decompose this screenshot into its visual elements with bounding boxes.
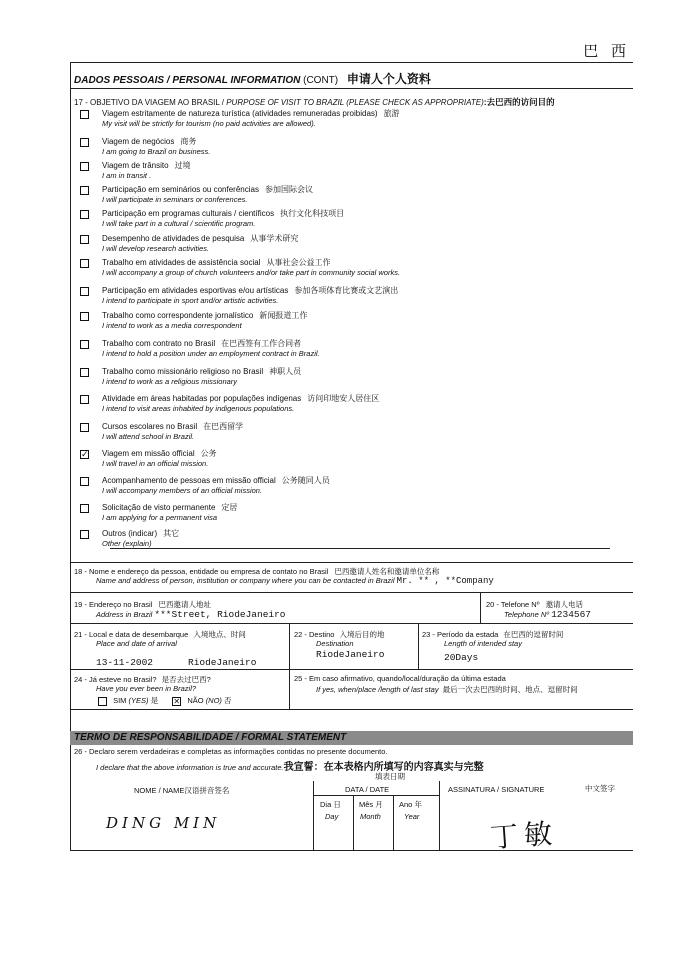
q26-label-en: I declare that the above information is true and accurate.	[96, 763, 284, 772]
purpose-option	[80, 257, 620, 281]
purpose-option-pt-text: Viagem de negócios	[102, 137, 175, 146]
purpose-option-en: I am applying for a permanent visa	[102, 513, 218, 522]
q18-en-row	[96, 576, 494, 586]
purpose-option-pt	[102, 136, 196, 147]
name-label-cjk: 汉语拼音签名	[184, 786, 230, 795]
purpose-option	[80, 448, 620, 472]
q24-label-pt: 24 - Já esteve no Brasil?	[74, 675, 157, 684]
purpose-option-cjk: 在巴西签有工作合同者	[221, 339, 302, 348]
purpose-option-cjk: 参加各项体育比赛或文艺演出	[294, 286, 399, 295]
purpose-option-pt	[102, 421, 243, 432]
day-label-cjk: 日	[333, 800, 341, 809]
purpose-option-cjk: 参加国际会议	[264, 185, 313, 194]
purpose-option	[80, 285, 620, 309]
q24-sim-cjk: 是	[150, 696, 159, 705]
purpose-option-en: I will attend school in Brazil.	[102, 432, 195, 441]
purpose-option-pt	[102, 257, 330, 268]
purpose-option-cjk: 其它	[163, 529, 180, 538]
q22-label-cjk: 入境后目的地	[339, 630, 385, 639]
purpose-checkbox[interactable]	[80, 504, 89, 513]
purpose-option	[80, 310, 620, 334]
q25-separator	[289, 669, 290, 709]
q21-label-pt: 21 - Local e data de desembarque	[74, 630, 189, 639]
purpose-option-pt	[102, 475, 330, 486]
purpose-option-cjk: 定居	[221, 503, 238, 512]
q24-nao-checkbox[interactable]: ✕	[173, 696, 181, 706]
purpose-option-pt-text: Viagem estritamente de natureza turística (atividades remuneradas proibidas)	[102, 109, 378, 118]
purpose-option-pt-text: Atividade em áreas habitadas por populações indígenas	[102, 394, 302, 403]
purpose-option-en: My visit will be strictly for tourism (no paid activities are allowed).	[102, 119, 316, 128]
month-label-pt: Mês	[359, 800, 374, 809]
q25-bottom-line	[70, 709, 633, 710]
q17-label-cjk: :去巴西的访问目的	[483, 97, 555, 107]
purpose-option	[80, 108, 620, 132]
purpose-option-pt	[102, 393, 379, 404]
day-label-en: Day	[325, 812, 339, 821]
page-corner-label: 巴 西	[583, 42, 630, 60]
purpose-option	[80, 421, 620, 445]
purpose-checkbox[interactable]	[80, 477, 89, 486]
q24-answers	[98, 695, 232, 706]
q18-label-en: Name and address of person, institution or company where you can be contacted in Brazil	[96, 576, 395, 585]
name-label-text: NOME / NAME	[134, 786, 185, 795]
purpose-option-pt	[102, 233, 298, 244]
purpose-option-en: Other (explain)	[102, 539, 152, 548]
date-label: DATA / DATE	[345, 785, 390, 794]
q21-en-row	[96, 639, 177, 648]
purpose-option	[80, 208, 620, 232]
name-label	[134, 785, 229, 796]
purpose-option-cjk: 过境	[174, 161, 191, 170]
day-label	[320, 799, 341, 810]
month-label	[359, 799, 383, 810]
purpose-option-pt-text: Trabalho como missionário religioso no Brasil	[102, 367, 264, 376]
q21-place-value: RiodeJaneiro	[188, 657, 257, 668]
q22-value: RiodeJaneiro	[316, 649, 385, 660]
q21-label-en: Place and date of arrival	[96, 639, 177, 648]
q18-value: Mr. ** , **Company	[396, 576, 494, 586]
section-title-cjk: 申请人个人资料	[346, 72, 431, 86]
q17-label-en: PURPOSE OF VISIT TO BRAZIL (PLEASE CHECK AS APPROPRIATE)	[226, 98, 484, 107]
purpose-option-pt-text: Cursos escolares no Brasil	[102, 422, 198, 431]
name-date-separator	[313, 781, 314, 850]
q19-label-pt: 19 - Endereço no Brasil	[74, 600, 153, 609]
q22-separator	[289, 623, 290, 669]
purpose-checkbox[interactable]	[80, 312, 89, 321]
purpose-option-en: I am going to Brazil on business.	[102, 147, 211, 156]
purpose-option-cjk: 新闻报道工作	[259, 311, 308, 320]
purpose-option	[80, 393, 620, 417]
q25-label-cjk: 最后一次去巴西的时间、地点、逗留时间	[442, 685, 578, 694]
purpose-option-cjk: 神职人员	[269, 367, 302, 376]
q24-sim-checkbox[interactable]	[98, 697, 107, 706]
date-sig-separator	[439, 781, 440, 850]
purpose-option-en: I intend to participate in sport and/or artistic activities.	[102, 296, 279, 305]
purpose-option-en: I will take part in a cultural / scientific program.	[102, 219, 256, 228]
q19-en-row	[96, 609, 286, 620]
purpose-option-en: I will accompany members of an official mission.	[102, 486, 263, 495]
purpose-option-pt-text: Participação em atividades esportivas e/ou artísticas	[102, 286, 289, 295]
purpose-checkbox[interactable]	[80, 235, 89, 244]
purpose-option	[80, 366, 620, 390]
q21-date-value: 13-11-2002	[96, 657, 154, 668]
purpose-option-pt	[102, 310, 307, 321]
q18-divider	[70, 562, 633, 563]
purpose-option-pt-text: Participação em seminários ou conferências	[102, 185, 259, 194]
purpose-option-cjk: 公务	[200, 449, 217, 458]
purpose-option-cjk: 公务随同人员	[281, 476, 330, 485]
purpose-option-cjk: 执行文化科技项目	[280, 209, 345, 218]
purpose-checkbox[interactable]	[80, 162, 89, 171]
purpose-option	[80, 475, 620, 499]
q20-en-row	[504, 609, 591, 620]
q24-label-cjk: 是否去过巴西?	[161, 675, 211, 684]
q20-label-en: Telephone Nº	[504, 610, 549, 619]
purpose-option-pt-text: Desempenho de atividades de pesquisa	[102, 234, 245, 243]
year-label	[399, 799, 422, 810]
purpose-option-pt-text: Acompanhamento de pessoas em missão official	[102, 476, 276, 485]
purpose-option-cjk: 从事社会公益工作	[266, 258, 331, 267]
q20-label-cjk: 邀请人电话	[545, 600, 584, 609]
purpose-checkbox[interactable]	[80, 138, 89, 147]
q25-label-pt: 25 - Em caso afirmativo, quando/local/duração da última estada	[294, 674, 506, 683]
q26-label-pt: 26 - Declaro serem verdadeiras e completas as informações contidas no presente documento.	[74, 747, 388, 756]
purpose-checkbox[interactable]	[80, 287, 89, 296]
purpose-option-cjk: 访问印地安人居住区	[307, 394, 380, 403]
purpose-checkbox[interactable]: ✓	[81, 449, 89, 459]
q22-en-row	[316, 639, 354, 648]
purpose-option-pt	[102, 448, 217, 459]
signature-cjk-label: 中文签字	[585, 784, 615, 793]
purpose-option-pt	[102, 338, 301, 349]
q25-en-row	[316, 684, 578, 695]
q24-divider	[70, 669, 633, 670]
q20-separator	[480, 592, 481, 623]
q25-label	[294, 674, 506, 683]
purpose-option-cjk: 在巴西留学	[203, 422, 244, 431]
date-header-line	[313, 795, 439, 796]
section-cont: (CONT)	[303, 75, 339, 86]
q26-label-cjk: 我宣誓：在本表格内所填写的内容真实与完整	[283, 762, 484, 773]
purpose-checkbox[interactable]	[80, 340, 89, 349]
purpose-option	[80, 184, 620, 208]
purpose-option-en: I intend to work as a religious missionary	[102, 377, 238, 386]
q23-en-row	[444, 639, 522, 648]
purpose-option	[80, 502, 620, 526]
q19-value: ***Street, RiodeJaneiro	[154, 609, 286, 620]
purpose-option-pt	[102, 160, 191, 171]
purpose-checkbox[interactable]	[80, 530, 89, 539]
day-label-pt: Dia	[320, 800, 332, 809]
q25-label-en: If yes, when/place /length of last stay	[316, 685, 439, 694]
purpose-option-pt-text: Viagem em missão official	[102, 449, 195, 458]
q23-label-en: Length of intended stay	[444, 639, 522, 648]
purpose-checkbox[interactable]	[80, 259, 89, 268]
purpose-option-pt	[102, 208, 344, 219]
q21-divider	[70, 623, 633, 624]
q22-label-en: Destination	[316, 639, 354, 648]
q19-label-en: Address in Brazil	[96, 610, 153, 619]
q26-label	[74, 747, 388, 756]
signature-label: ASSINATURA / SIGNATURE	[448, 785, 545, 794]
q17-label-pt: 17 - OBJETIVO DA VIAGEM AO BRASIL /	[74, 98, 224, 107]
q23-value: 20Days	[444, 652, 479, 663]
frame-bottom	[70, 850, 633, 851]
purpose-checkbox[interactable]	[80, 110, 89, 119]
month-label-en: Month	[360, 812, 381, 821]
year-label-en: Year	[404, 812, 420, 821]
purpose-option	[80, 338, 620, 362]
purpose-checkbox[interactable]	[80, 368, 89, 377]
purpose-option-en: I intend to work as a media correspondent	[102, 321, 242, 330]
purpose-option-pt-text: Trabalho como correspondente jornalístico	[102, 311, 254, 320]
q23-label-pt: 23 - Período da estada	[422, 630, 499, 639]
purpose-option-cjk: 从事学术研究	[250, 234, 299, 243]
q23-label-cjk: 在巴西的逗留时间	[503, 630, 564, 639]
purpose-option-pt	[102, 528, 179, 539]
purpose-option-en: I will travel in an official mission.	[102, 459, 209, 468]
q24-nao-en: (NO)	[205, 696, 222, 705]
month-label-cjk: 月	[375, 800, 383, 809]
chinese-signature: 丁敏	[489, 816, 560, 855]
purpose-option-pt	[102, 502, 237, 513]
purpose-option-pt	[102, 285, 398, 296]
purpose-option-pt	[102, 184, 313, 195]
month-year-separator	[393, 795, 394, 850]
purpose-option-en: I am in transit .	[102, 171, 152, 180]
section-title	[74, 70, 431, 87]
q23-separator	[418, 623, 419, 669]
section-title-text: DADOS PESSOAIS / PERSONAL INFORMATION	[74, 75, 301, 86]
purpose-option-cjk: 旅游	[383, 109, 400, 118]
purpose-option-en: I intend to visit areas inhabited by indigenous populations.	[102, 404, 295, 413]
year-label-pt: Ano	[399, 800, 413, 809]
fill-date-cjk: 填表日期	[375, 772, 405, 781]
statement-title: TERMO DE RESPONSABILIDADE / FORMAL STATEMENT	[74, 732, 347, 743]
q20-value: 1234567	[551, 609, 592, 620]
q17-label	[74, 96, 555, 108]
purpose-option-pt	[102, 366, 301, 377]
visa-form	[70, 62, 633, 855]
purpose-checkbox[interactable]	[80, 395, 89, 404]
section-divider	[70, 88, 633, 89]
q19-divider	[70, 592, 633, 593]
purpose-option-pt-text: Outros (indicar)	[102, 529, 158, 538]
purpose-option-en: I will participate in seminars or conferences.	[102, 195, 248, 204]
signed-name: DING MIN	[106, 814, 221, 832]
q18-label-pt: 18 - Nome e endereço da pessoa, entidade ou empresa de contato no Brasil	[74, 567, 329, 576]
other-explain-line	[110, 548, 610, 549]
purpose-checkbox[interactable]	[80, 423, 89, 432]
purpose-option-en: I intend to hold a position under an employment contract in Brazil.	[102, 349, 320, 358]
purpose-option-en: I will develop research activities.	[102, 244, 210, 253]
purpose-option-pt-text: Trabalho com contrato no Brasil	[102, 339, 216, 348]
q24-label-en: Have you ever been in Brazil?	[96, 684, 197, 693]
frame-top	[70, 62, 633, 63]
q21-label-cjk: 入境地点、时间	[193, 630, 246, 639]
q18-label-cjk: 巴西邀请人姓名和邀请单位名称	[334, 567, 440, 576]
purpose-option-pt-text: Solicitação de visto permanente	[102, 503, 216, 512]
year-label-cjk: 年	[414, 800, 422, 809]
purpose-option	[80, 160, 620, 184]
q24-sim-label: SIM	[113, 696, 127, 705]
purpose-checkbox[interactable]	[80, 210, 89, 219]
q22-label-pt: 22 - Destino	[294, 630, 335, 639]
q24-sim-en: (YES)	[128, 696, 149, 705]
q24-nao-label: NÃO	[187, 696, 204, 705]
purpose-option-pt-text: Viagem de trânsito	[102, 161, 169, 170]
q19-label-cjk: 巴西邀请人地址	[158, 600, 211, 609]
q24-en-row	[96, 684, 196, 693]
day-month-separator	[353, 795, 354, 850]
purpose-option-pt-text: Participação em programas culturais / científicos	[102, 209, 275, 218]
purpose-option-cjk: 商务	[180, 137, 197, 146]
purpose-option	[80, 233, 620, 257]
purpose-option	[80, 136, 620, 160]
purpose-checkbox[interactable]	[80, 186, 89, 195]
q26-en-row	[96, 758, 484, 773]
q20-label-pt: 20 - Telefone Nº	[486, 600, 540, 609]
q24-nao-cjk: 否	[224, 696, 232, 705]
purpose-option-pt	[102, 108, 400, 119]
purpose-option-pt-text: Trabalho em atividades de assistência social	[102, 258, 261, 267]
purpose-option-en: I will accompany a group of church volunteers and/or take part in community social works.	[102, 268, 401, 277]
